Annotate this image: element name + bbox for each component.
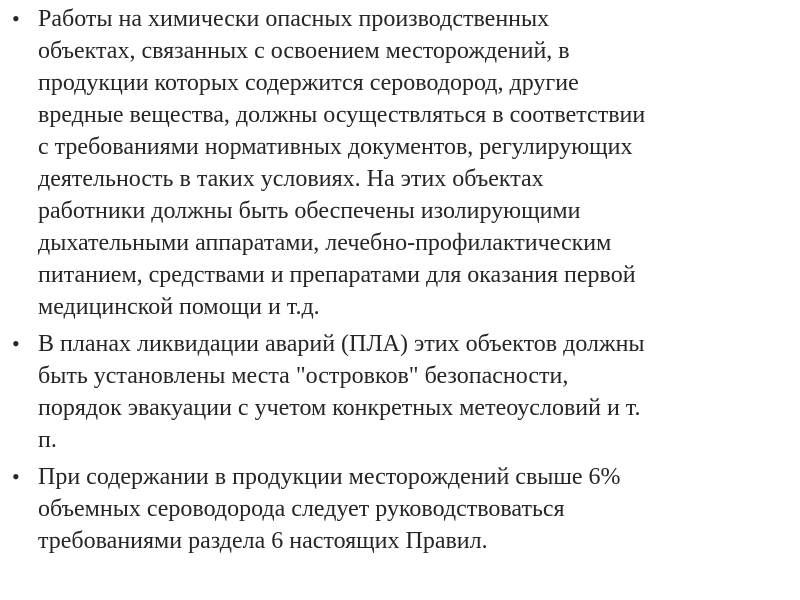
bullet-item-3 (12, 461, 770, 557)
bullet-item-1 (12, 3, 770, 323)
bullet-list (12, 3, 770, 557)
bullet-text: В планах ликвидации аварий (ПЛА) этих объектов должны быть установлены места "островков" безопасности, порядок эвакуации с учетом конкретных метеоусловий и т. п. (38, 331, 645, 453)
bullet-marker-icon: • (12, 464, 20, 489)
bullet-item-2 (12, 328, 770, 456)
bullet-marker-icon: • (12, 6, 20, 31)
bullet-text: Работы на химически опасных производственных объектах, связанных с освоением месторождений, в продукции которых содержится сероводород, другие вредные вещества, должны осуществляться в соответствии с требованиями нормативных документов, регулирующих деятельность в таких условиях. На этих объектах работники должны быть обеспечены изолирующими дыхательными аппаратами, лечебно-профилактическим питанием, средствами и препаратами для оказания первой медицинской помощи и т.д. (38, 6, 646, 320)
bullet-marker-icon: • (12, 331, 20, 356)
bullet-text: При содержании в продукции месторождений свыше 6% объемных сероводорода следует руководствоваться требованиями раздела 6 настоящих Правил. (38, 464, 621, 554)
